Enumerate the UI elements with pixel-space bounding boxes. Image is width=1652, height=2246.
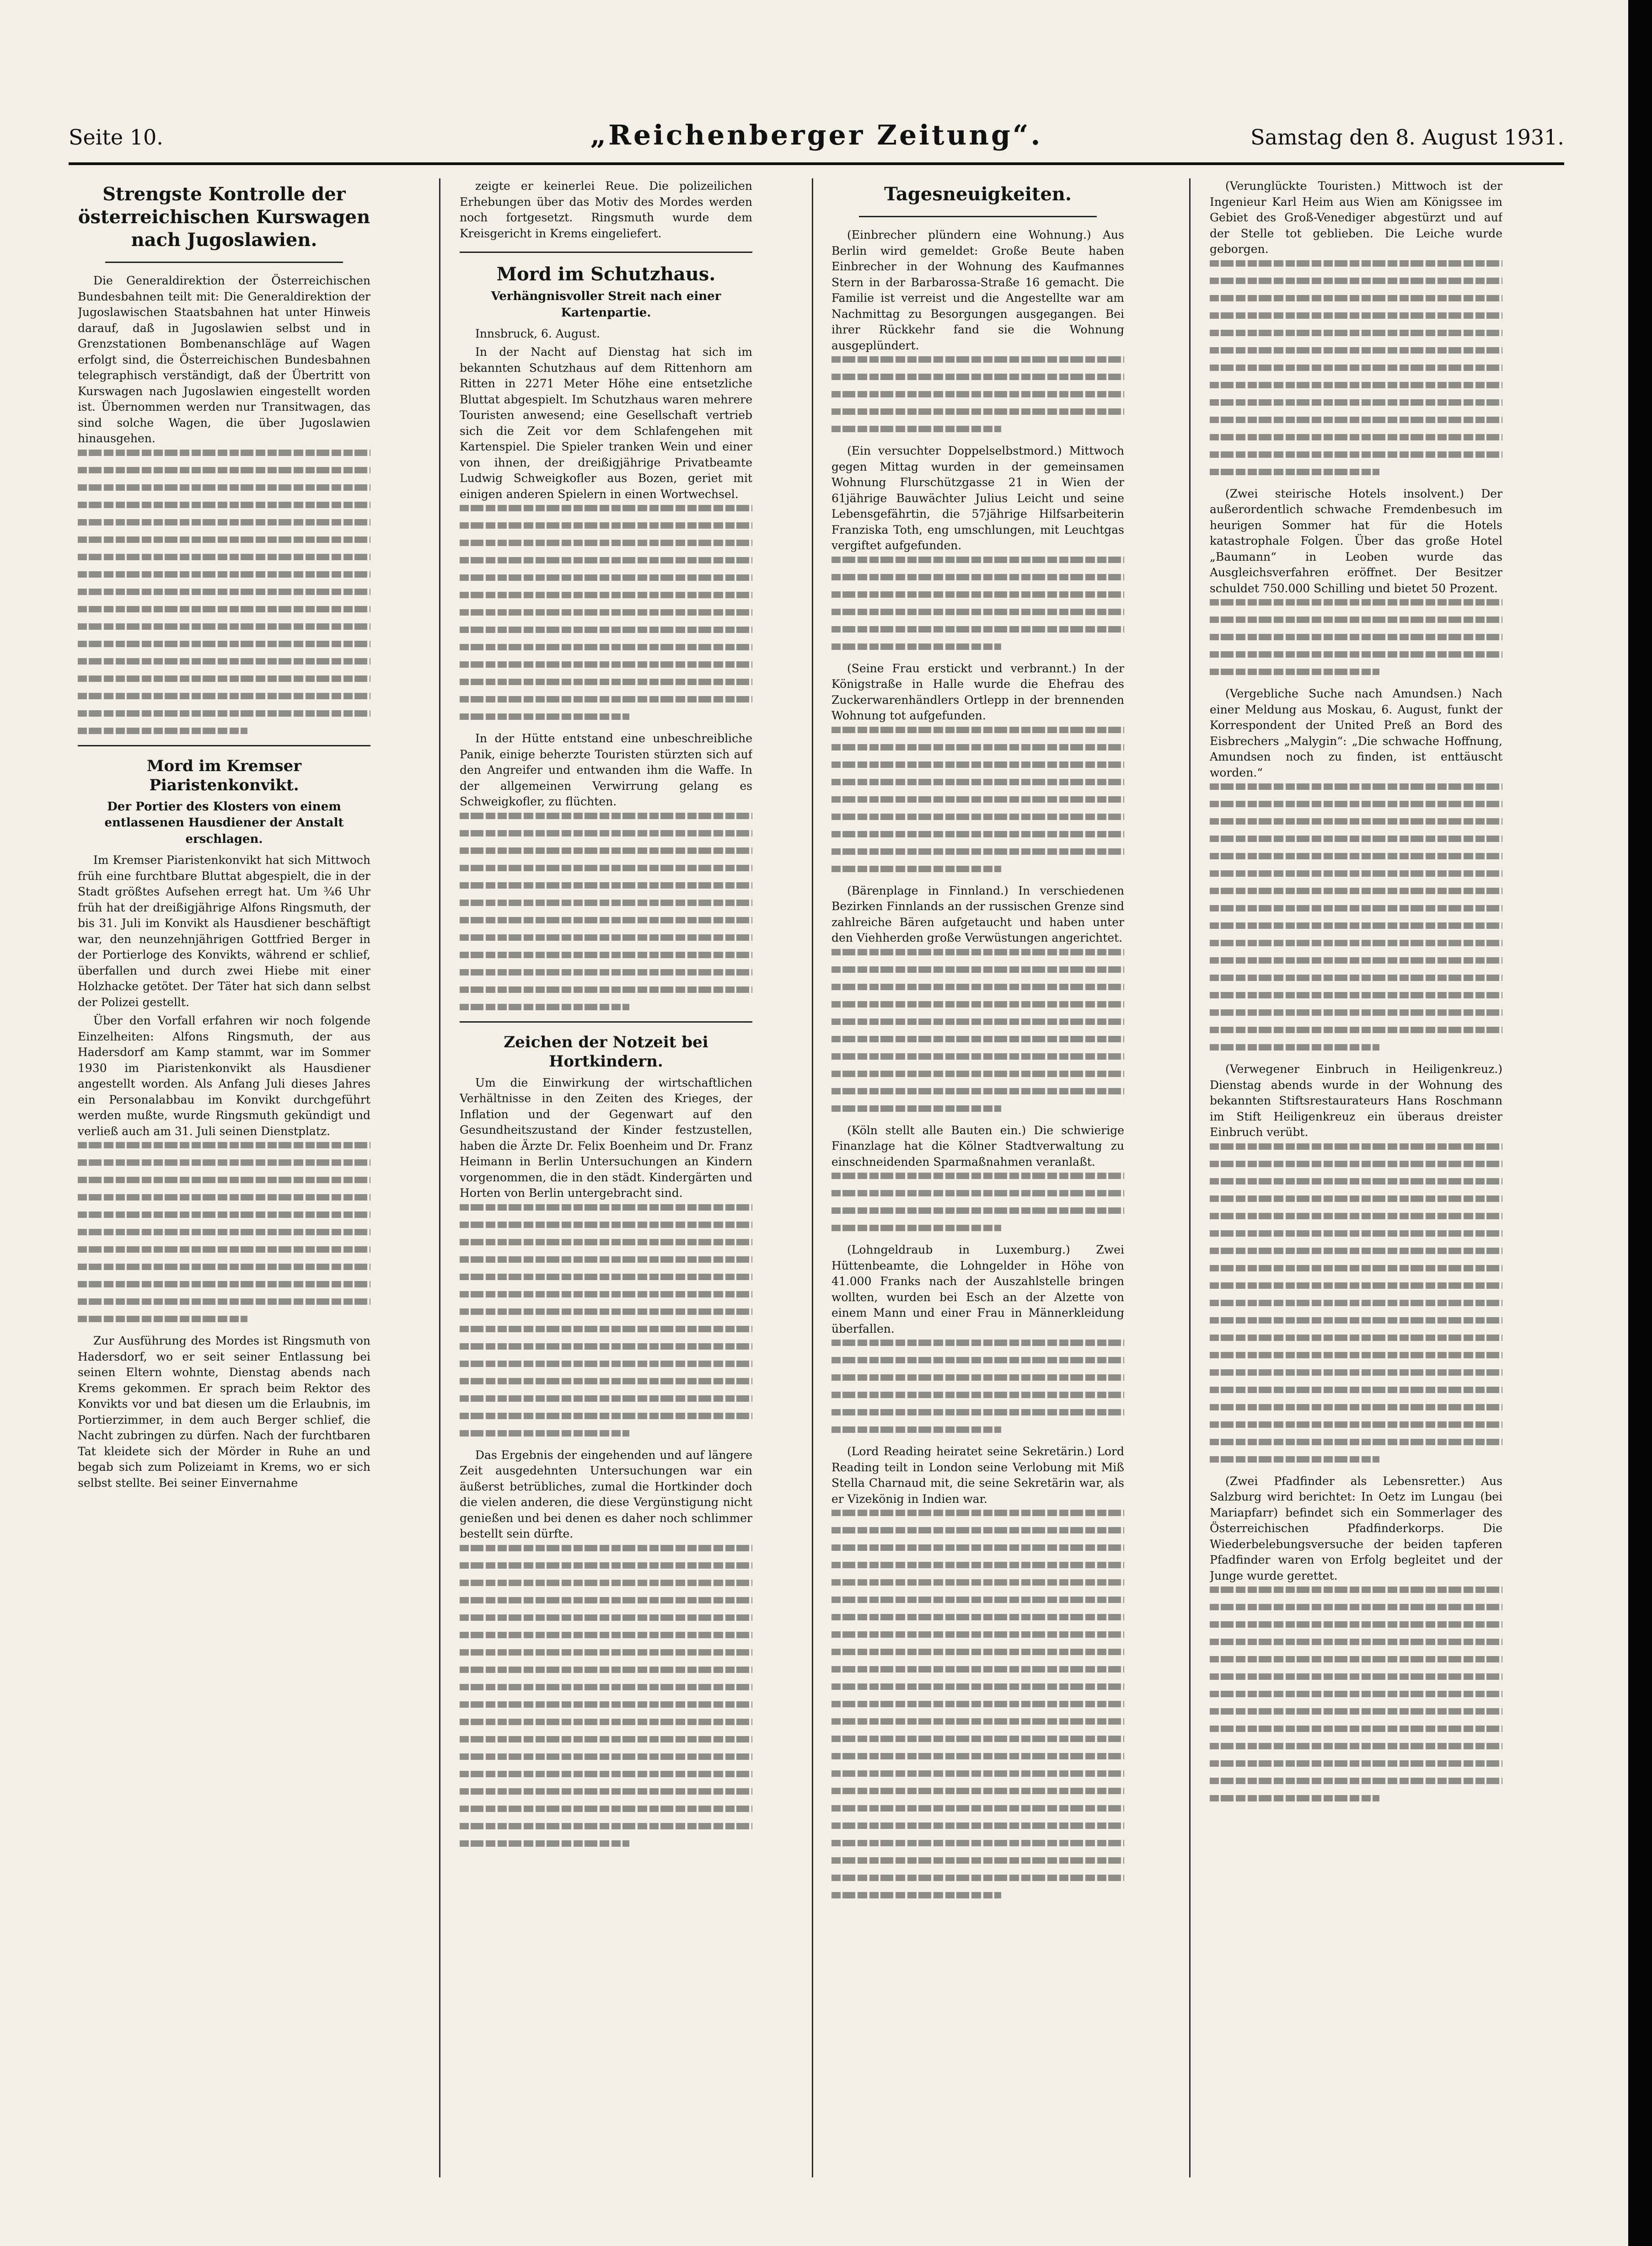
article-text: Das Ergebnis der eingehenden und auf längere Zeit ausgedehnten Untersuchungen war ein äußerst betrübliches, zumal die Hortkinder doch die vielen anderen, die diese Vergünstigung nicht genießen und bei denen es daher noch schlimmer bestellt sein dürfte. xyxy=(460,1448,752,1541)
text-lines xyxy=(1210,783,1502,1051)
article-text: In der Nacht auf Dienstag hat sich im bekannten Schutzhaus auf dem Rittenhorn am Ritten in 2271 Meter Höhe eine entsetzliche Bluttat abgespielt. Im Schutzhaus waren mehrere Touristen anwesend; eine Gesellschaft vertrieb sich die Zeit vor dem Schlafengehen mit Kartenspiel. Die Spieler tranken Wein und einer von ihnen, der dreißigjährige Privatbeamte Ludwig Schweigkofler aus Bozen, geriet mit einigen anderen Spielern in einen Wortwechsel. xyxy=(460,345,752,501)
article-text: Zur Ausführung des Mordes ist Ringsmuth von Hadersdorf, wo er seit seiner Entlassung bei seinen Eltern wohnte, Dienstag abends nach Krems gekommen. Er sprach beim Rektor des Konvikts vor und bat diesen um die Erlaubnis, im Portierzimmer, in dem auch Berger schlief, die Nacht zubringen zu dürfen. Nach der furchtbaren Tat kleidete sich der Mörder in Ruhe an und begab sich zum Polizeiamt in Krems, wo er sich selbst stellte. Bei seiner Einvernahme xyxy=(78,1334,370,1490)
text-lines xyxy=(460,1204,752,1437)
text-lines xyxy=(831,356,1124,432)
article-text: Um die Einwirkung der wirtschaftlichen Verhältnisse in den Zeiten des Krieges, der Inflation und der Gegenwart auf den Gesundheitszustand der Kinder festzustellen, haben die Ärzte Dr. Felix Boenheim und Dr. Franz Heimann in Berlin Untersuchungen an Kindern vorgenommen, die in den städt. Kindergärten und Horten von Berlin untergebracht sind. xyxy=(460,1076,752,1200)
article-text: Im Kremser Piaristenkonvikt hat sich Mittwoch früh eine furchtbare Bluttat abgespielt, die in der Stadt größtes Aufsehen erregt hat. Um ¾6 Uhr früh hat der dreißigjährige Alfons Ringsmuth, der bis 31. Juli im Konvikt als Hausdiener beschäftigt war, den neunzehnjährigen Gottfried Berger in der Portierloge des Konvikts, während er schlief, überfallen und durch zwei Hiebe mit einer Holzhacke getötet. Der Täter hat sich dann selbst der Polizei gestellt. xyxy=(78,853,370,1009)
news-item: (Ein versuchter Doppelselbstmord.) Mittwoch gegen Mittag wurden in der gemeinsamen Wohnung Flurschützgasse 21 in Wien der 61jährige Bauwächter Julius Leicht und seine Lebensgefährtin, die 57jährige Hilfsarbeiterin Franziska Toth, eng umschlungen, mit Leuchtgas vergiftet aufgefunden. xyxy=(831,444,1124,552)
article-text: In der Hütte entstand eine unbeschreibliche Panik, einige beherzte Touristen stürzten sich auf den Angreifer und entwanden ihm die Waffe. In der allgemeinen Verwirrung gelang es Schweigkofler, zu flüchten. xyxy=(460,732,752,809)
text-lines xyxy=(831,1510,1124,1898)
text-lines xyxy=(1210,1587,1502,1801)
article-text: Über den Vorfall erfahren wir noch folgende Einzelheiten: Alfons Ringsmuth, der aus Hadersdorf am Kamp stammt, war im Sommer 1930 im Piaristenkonvikt als Hausdiener angestellt worden. Als Anfang Juli dieses Jahres ein Personalabbau im Konvikt durchgeführt werden mußte, wurde Ringsmuth gekündigt und verließ auch am 31. Juli seinen Dienstplatz. xyxy=(78,1014,370,1138)
column-1 xyxy=(78,178,370,2191)
article-title: Mord im Kremser Piaristenkonvikt. xyxy=(146,756,302,794)
news-item: (Zwei steirische Hotels insolvent.) Der außerordentlich schwache Fremdenbesuch im heurigen Sommer hat für die Hotels katastrophale Folgen. Über das große Hotel „Baumann“ in Leoben wurde das Ausgleichsverfahren eröffnet. Der Besitzer schuldet 750.000 Schilling und bietet 50 Prozent. xyxy=(1210,487,1502,595)
news-item: (Verunglückte Touristen.) Mittwoch ist der Ingenieur Karl Heim aus Wien am Königssee im Gebiet des Groß-Venediger abgestürzt und auf der Stelle tot geblieben. Die Leiche wurde geborgen. xyxy=(1210,179,1502,256)
page-header xyxy=(69,117,1564,158)
text-lines xyxy=(1210,599,1502,675)
text-lines xyxy=(831,949,1124,1112)
text-lines xyxy=(1210,260,1502,475)
section-title: Tagesneuigkeiten. xyxy=(884,183,1072,205)
news-item: (Lord Reading heiratet seine Sekretärin.) Lord Reading teilt in London seine Verlobung mit Miß Stella Charnaud mit, die seine Sekretärin war, als er Vizekönig in Indien war. xyxy=(831,1445,1124,1506)
news-item: (Köln stellt alle Bauten ein.) Die schwierige Finanzlage hat die Kölner Stadtverwaltung zu einschneidenden Sparmaßnahmen veranlaßt. xyxy=(831,1123,1124,1169)
title-rule xyxy=(105,262,343,263)
news-item: (Lohngeldraub in Luxemburg.) Zwei Hüttenbeamte, die Lohngelder in Höhe von 41.000 Franks nach der Auszahlstelle bringen wollten, wurden bei Esch an der Alzette von einem Mann und einer Frau in Männerkleidung überfallen. xyxy=(831,1243,1124,1335)
text-lines xyxy=(1210,1143,1502,1463)
title-rule xyxy=(859,216,1097,217)
news-item: (Zwei Pfadfinder als Lebensretter.) Aus Salzburg wird berichtet: In Oetz im Lungau (bei Mariapfarr) befindet sich ein Sommerlager des Österreichischen Pfadfinderkorps. Die Wiederbelebungsversuche der beiden tapferen Pfadfinder waren von Erfolg begleitet und der Junge wurde gerettet. xyxy=(1210,1474,1502,1582)
masthead: „Reichenberger Zeitung“. xyxy=(590,119,1043,151)
article-divider xyxy=(460,252,752,253)
article-divider xyxy=(78,745,370,746)
column-divider xyxy=(1189,178,1191,2177)
scan-border xyxy=(1628,0,1652,2246)
page-number: Seite 10. xyxy=(69,125,163,150)
news-item: (Bärenplage in Finnland.) In verschiedenen Bezirken Finnlands an der russischen Grenze sind zahlreiche Bären aufgetaucht und haben unter den Viehherden große Verwüstungen angerichtet. xyxy=(831,884,1124,944)
article-subtitle: Verhängnisvoller Streit nach einer Kartenpartie. xyxy=(491,289,721,320)
text-lines xyxy=(460,1545,752,1847)
text-lines xyxy=(460,813,752,1010)
issue-date: Samstag den 8. August 1931. xyxy=(1250,125,1564,150)
news-item: (Vergebliche Suche nach Amundsen.) Nach einer Meldung aus Moskau, 6. August, funkt der Korrespondent der United Preß an Bord des Eisbrechers „Malygin“: „Die schwache Hoffnung, Amundsen noch zu finden, ist enttäuscht worden.“ xyxy=(1210,687,1502,779)
text-lines xyxy=(78,1142,370,1322)
news-item: (Einbrecher plündern eine Wohnung.) Aus Berlin wird gemeldet: Große Beute haben Einbrecher in der Wohnung des Kaufmannes Stern in der Barbarossa-Straße 16 gemacht. Die Familie ist verreist und die Angestellte war am Nachmittag zu Besorgungen ausgegangen. Bei ihrer Rückkehr fand sie die Wohnung ausgeplündert. xyxy=(831,228,1124,352)
article-divider xyxy=(460,1021,752,1023)
column-3 xyxy=(831,178,1124,2191)
text-lines xyxy=(460,505,752,720)
text-lines xyxy=(831,557,1124,650)
dateline: Innsbruck, 6. August. xyxy=(475,327,600,340)
column-4 xyxy=(1210,178,1502,2191)
article-text: Die Generaldirektion der Österreichischen Bundesbahnen teilt mit: Die Generaldirektion der Jugoslawischen Staatsbahnen hat unter Hinweis darauf, daß in Jugoslawien selbst und in Grenzstationen Bombenanschläge auf Wagen erfolgt sind, die Österreichischen Bundesbahnen telegraphisch verständigt, daß der Übertritt von Kurswagen nach Jugoslawien eingestellt worden ist. Übernommen werden nur Transitwagen, das sind solche Wagen, die über Jugoslawien hinausgehen. xyxy=(78,274,370,445)
column-divider xyxy=(439,178,440,2177)
article-text: zeigte er keinerlei Reue. Die polizeilichen Erhebungen über das Motiv des Mordes werden noch fortgesetzt. Ringsmuth wurde dem Kreisgericht in Krems eingeliefert. xyxy=(460,179,752,240)
column-divider xyxy=(812,178,813,2177)
article-title: Strengste Kontrolle der österreichischen Kurswagen nach Jugoslawien. xyxy=(78,183,370,251)
header-rule xyxy=(69,162,1564,165)
text-lines xyxy=(831,1173,1124,1231)
column-2 xyxy=(460,178,752,2191)
text-lines xyxy=(831,727,1124,872)
text-lines xyxy=(831,1340,1124,1433)
news-item: (Verwegener Einbruch in Heiligenkreuz.) Dienstag abends wurde in der Wohnung des bekannten Stiftsrestaurateurs Hans Roschmann im Stift Heiligenkreuz ein überaus dreister Einbruch verübt. xyxy=(1210,1062,1502,1139)
article-title: Zeichen der Notzeit bei Hortkindern. xyxy=(504,1033,708,1071)
article-title: Mord im Schutzhaus. xyxy=(496,263,716,285)
article-subtitle: Der Portier des Klosters von einem entlassenen Hausdiener der Anstalt erschlagen. xyxy=(104,799,344,847)
news-item: (Seine Frau erstickt und verbrannt.) In der Königstraße in Halle wurde die Ehefrau des Zuckerwarenhändlers Ortlepp in der brennenden Wohnung tot aufgefunden. xyxy=(831,661,1124,722)
text-lines xyxy=(78,450,370,734)
